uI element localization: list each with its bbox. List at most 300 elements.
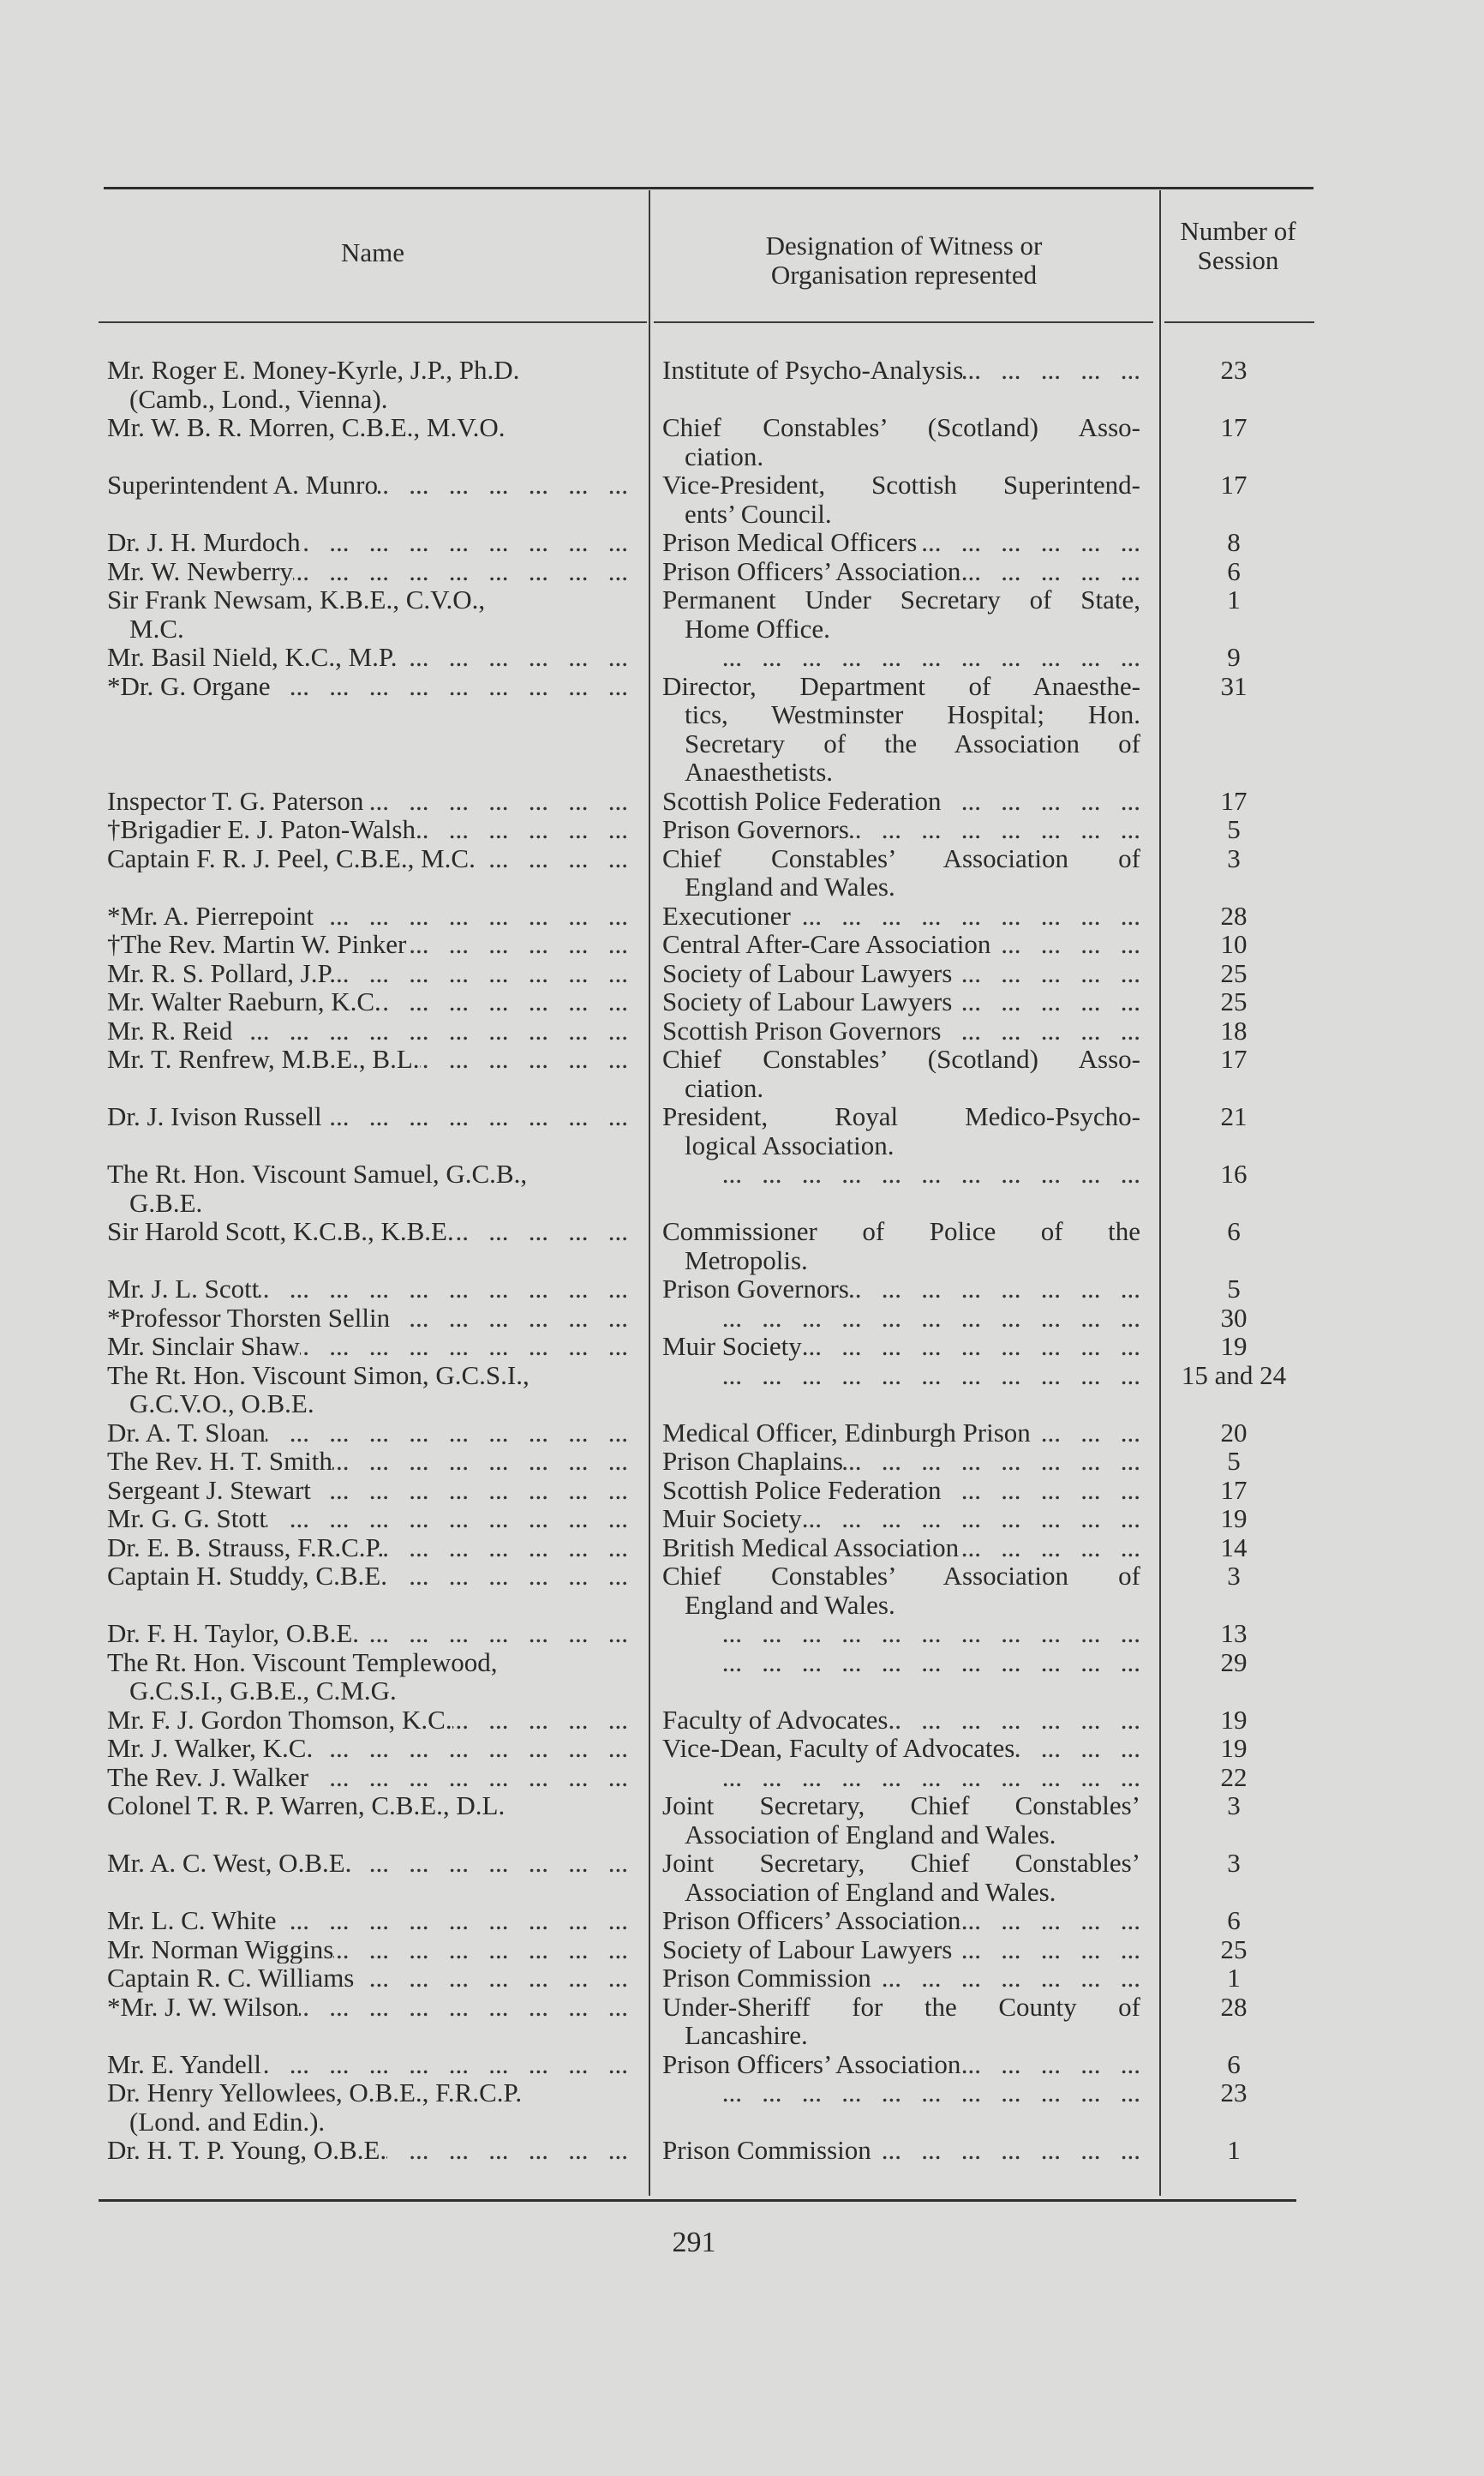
cell-designation [647,1791,1158,1849]
witness-name: The Rev. H. T. Smith [107,1447,332,1476]
witness-name: Dr. H. T. P. Young, O.B.E. [107,2136,387,2165]
witness-name: Mr. T. Renfrew, M.B.E., B.L. [107,1045,420,1074]
table-row [99,557,1311,586]
dot-leader [662,1763,1140,1792]
cell-designation [647,1993,1158,2050]
witness-name: Sergeant J. Stewart [107,1475,311,1504]
session-number: 30 [1220,1302,1248,1333]
session-number: 6 [1227,555,1241,586]
designation-text: Medical Officer, Edinburgh Prison [662,1418,1031,1447]
designation-text: Scottish Police Federation [662,786,942,815]
designation-text: Commissioner of Police of the [662,1216,1140,1246]
cell-designation [647,1734,1158,1763]
session-number: 6 [1227,2048,1241,2079]
dot-leader [314,902,628,931]
table-row [99,1734,1311,1763]
witness-name: Dr. J. Ivison Russell [107,1102,322,1131]
dot-leader [406,930,628,959]
designation-text-continued: Anaesthetists. [685,757,834,787]
cell-designation [647,528,1158,557]
witness-name: Dr. J. H. Murdoch [107,528,301,557]
header-name: Name [340,237,405,267]
cell-name [99,1016,647,1046]
witness-name: *Dr. G. Organe [107,671,271,700]
table-row [99,987,1311,1016]
cell-name [99,356,647,413]
witness-name: Colonel T. R. P. Warren, C.B.E., D.L. [107,1790,506,1820]
cell-name [99,1447,647,1476]
table-row [99,787,1311,816]
header-session [1163,217,1313,275]
dot-leader [420,1045,628,1074]
cell-designation [647,672,1158,787]
dot-leader [1031,1418,1140,1448]
table-row [99,2136,1311,2165]
designation-text-continued: Association of England and Wales. [685,1876,1056,1907]
dot-leader [662,1619,1140,1648]
dot-leader [662,1361,1140,1390]
cell-designation [647,1361,1158,1390]
dot-leader [960,2050,1140,2079]
designation-text: Permanent Under Secretary of State, [662,585,1140,615]
designation-text: Joint Secretary, Chief Constables’ [662,1790,1140,1820]
table-row [99,672,1311,787]
cell-name [99,413,647,442]
header-rule-name [99,321,647,323]
dot-leader [232,1016,628,1046]
cell-name [99,1993,647,2022]
dot-leader [960,557,1140,586]
designation-text-continued: Metropolis. [685,1244,808,1275]
session-number: 3 [1227,1790,1241,1820]
cell-name [99,1619,647,1648]
cell-name [99,815,647,844]
session-number: 19 [1220,1331,1248,1361]
dot-leader [308,1763,628,1792]
session-number: 21 [1220,1101,1248,1131]
header-designation-text: Designation of Witness or Organisation represented [765,231,1043,290]
dot-leader [387,1562,628,1591]
witness-name: *Mr. A. Pierrepoint [107,901,314,930]
designation-text: Chief Constables’ (Scotland) Asso- [662,412,1140,442]
dot-leader [386,2136,628,2165]
session-number: 25 [1220,986,1248,1016]
witness-name: Mr. W. Newberry [107,556,293,585]
dot-leader [378,471,628,500]
dot-leader [959,1533,1140,1562]
designation-text-continued: ciation. [685,1072,764,1103]
witness-name: Mr. L. C. White [107,1906,277,1935]
table-row [99,2050,1311,2079]
designation-text: Joint Secretary, Chief Constables’ [662,1848,1140,1878]
cell-designation [647,2136,1158,2165]
dot-leader [849,1274,1140,1304]
witness-name: †The Rev. Martin W. Pinker [107,930,407,959]
witness-name: Sir Harold Scott, K.C.B., K.B.E. [107,1217,454,1246]
designation-text: Muir Society [662,1332,802,1361]
dot-leader [791,902,1140,931]
session-number: 9 [1227,642,1241,672]
cell-designation [647,356,1158,385]
designation-text: Prison Commission [662,1963,871,1993]
dot-leader [322,1102,628,1131]
session-number: 5 [1227,814,1241,844]
table-row [99,815,1311,844]
cell-name [99,2050,647,2079]
designation-text: Chief Constables’ (Scotland) Asso- [662,1044,1140,1074]
session-number: 8 [1227,527,1241,557]
session-number: 17 [1220,412,1248,442]
cell-designation [647,1935,1158,1964]
table-row [99,528,1311,557]
session-number: 6 [1227,1216,1241,1246]
dot-leader [301,528,628,557]
dot-leader [300,1332,628,1361]
cell-name [99,987,647,1016]
designation-text: Prison Governors [662,1274,849,1304]
designation-text: Prison Chaplains [662,1447,843,1476]
witness-name: The Rt. Hon. Viscount Samuel, G.C.B., [107,1159,528,1189]
session-number: 25 [1220,1933,1248,1964]
table-row [99,1963,1311,1993]
cell-designation [647,1476,1158,1505]
cell-name [99,959,647,988]
table-row [99,1476,1311,1505]
cell-name [99,1849,647,1878]
dot-leader [871,2136,1140,2165]
dot-leader [276,1906,628,1935]
cell-name [99,672,647,701]
dot-leader [849,815,1140,844]
witness-name: Mr. J. L. Scott [107,1274,260,1304]
session-number: 29 [1220,1646,1248,1677]
witness-name: Captain H. Studdy, C.B.E. [107,1562,387,1591]
cell-name [99,1476,647,1505]
designation-text: Scottish Police Federation [662,1475,942,1504]
dot-leader [952,987,1140,1016]
dot-leader [332,1447,628,1476]
cell-designation [647,1619,1158,1648]
witness-name: Dr. E. B. Strauss, F.R.C.P. [107,1532,385,1562]
cell-designation [647,1217,1158,1274]
witness-name: Mr. J. Walker, K.C. [107,1734,314,1763]
designation-text: Prison Medical Officers [662,528,918,557]
designation-text-continued: Lancashire. [685,2020,808,2050]
table-row [99,1160,1311,1217]
table-row [99,1045,1311,1102]
session-number: 19 [1220,1733,1248,1763]
cell-name [99,585,647,643]
cell-designation [647,1504,1158,1533]
dot-leader [942,1016,1141,1046]
cell-designation [647,959,1158,988]
designation-text: Prison Commission [662,2136,871,2165]
dot-leader [336,959,628,988]
table-row [99,1304,1311,1333]
dot-leader [390,1304,628,1333]
designation-text: Scottish Prison Governors [662,1016,942,1045]
witness-name-continued: G.B.E. [129,1187,203,1218]
session-number: 5 [1227,1274,1241,1304]
cell-designation [647,585,1158,643]
cell-name [99,1045,647,1074]
cell-name [99,1963,647,1993]
cell-designation [647,1016,1158,1046]
witness-name: Mr. R. Reid [107,1016,233,1045]
designation-text: Director, Department of Anaesthe- [662,670,1140,701]
cell-designation [647,1418,1158,1448]
designation-text: Vice-Dean, Faculty of Advocates [662,1734,1015,1763]
header-designation [655,231,1152,290]
table-row [99,1706,1311,1735]
designation-text-continued: Association of England and Wales. [685,1819,1056,1850]
designation-text: Chief Constables’ Association of [662,1561,1140,1591]
table-row [99,1533,1311,1562]
table-row [99,844,1311,902]
witness-name: Sir Frank Newsam, K.B.E., C.V.O., [107,585,486,615]
table-row [99,1619,1311,1648]
witness-name: Mr. Roger E. Money-Kyrle, J.P., Ph.D. [107,355,520,385]
witness-name-continued: (Lond. and Edin.). [129,2106,326,2137]
designation-text-continued: Secretary of the Association of [685,728,1140,758]
session-number: 19 [1220,1503,1248,1533]
table-row [99,1791,1311,1849]
table-row [99,1418,1311,1448]
cell-designation [647,930,1158,959]
dot-leader [1014,1734,1140,1763]
dot-leader [917,528,1140,557]
designation-text: Prison Officers’ Association [662,2049,961,2078]
cell-name [99,1935,647,1964]
table-row [99,643,1311,672]
table-row [99,930,1311,959]
witness-name: Superintendent A. Munro [107,471,378,500]
witness-name-continued: G.C.S.I., G.B.E., C.M.G. [129,1676,397,1706]
cell-designation [647,1763,1158,1792]
witness-name: The Rev. J. Walker [107,1762,309,1791]
cell-designation [647,1648,1158,1677]
designation-text: Executioner [662,901,791,930]
cell-name [99,1763,647,1792]
designation-text: Prison Officers’ Association [662,556,961,585]
witness-name: Inspector T. G. Paterson [107,786,364,815]
witness-table [99,187,1311,2205]
cell-name [99,1160,647,1217]
table-body [99,356,1311,2165]
witness-name: Mr. R. S. Pollard, J.P. [107,958,337,987]
table-row [99,1217,1311,1274]
dot-leader [941,787,1140,816]
table-row [99,902,1311,931]
designation-text-continued: England and Wales. [685,872,895,902]
cell-designation [647,1332,1158,1361]
session-number: 20 [1220,1417,1248,1448]
session-number: 3 [1227,842,1241,873]
session-number: 13 [1220,1618,1248,1648]
cell-designation [647,1447,1158,1476]
witness-name: Captain F. R. J. Peel, C.B.E., M.C. [107,843,476,872]
session-number: 1 [1227,2135,1241,2165]
witness-name-continued: (Camb., Lond., Vienna). [129,383,388,414]
cell-name [99,557,647,586]
table-row [99,356,1311,413]
cell-name [99,787,647,816]
cell-designation [647,902,1158,931]
table-bottom-rule [99,2199,1296,2202]
session-number: 17 [1220,1044,1248,1074]
cell-designation [647,643,1158,672]
witness-name: Mr. Walter Raeburn, K.C. [107,987,381,1016]
dot-leader [963,356,1140,385]
table-row [99,1849,1311,1906]
dot-leader [299,1993,628,2022]
witness-name: The Rt. Hon. Viscount Templewood, [107,1646,498,1677]
table-row [99,1447,1311,1476]
witness-name: Mr. F. J. Gordon Thomson, K.C. [107,1705,452,1734]
cell-designation [647,2078,1158,2107]
session-number: 19 [1220,1704,1248,1735]
cell-name [99,2078,647,2136]
designation-text: Muir Society [662,1504,802,1533]
dot-leader [363,787,628,816]
cell-designation [647,1274,1158,1304]
session-number: 28 [1220,1991,1248,2022]
designation-text: Prison Governors [662,815,849,844]
session-number: 1 [1227,585,1241,615]
cell-name [99,1332,647,1361]
witness-name: Mr. Norman Wiggins [107,1934,334,1963]
cell-designation [647,2050,1158,2079]
session-number: 1 [1227,1963,1241,1993]
cell-designation [647,987,1158,1016]
dot-leader [843,1447,1140,1476]
dot-leader [888,1706,1140,1735]
witness-name: Mr. W. B. R. Morren, C.B.E., M.V.O. [107,412,506,442]
session-number: 6 [1227,1905,1241,1935]
session-number: 25 [1220,957,1248,988]
designation-text: Institute of Psycho-Analysis [662,356,964,385]
designation-text: British Medical Association [662,1532,960,1562]
table-row [99,1562,1311,1619]
session-number: 5 [1227,1446,1241,1476]
dot-leader [397,643,628,672]
designation-text: Faculty of Advocates [662,1705,889,1734]
session-number: 14 [1220,1532,1248,1562]
designation-text-continued: Home Office. [685,613,830,644]
designation-text-continued: ciation. [685,441,764,471]
dot-leader [802,1332,1140,1361]
cell-name [99,1361,647,1418]
table-row [99,1361,1311,1418]
header-rule-session [1164,321,1314,323]
table-row [99,1993,1311,2050]
cell-designation [647,1533,1158,1562]
dot-leader [960,1906,1140,1935]
cell-designation [647,1906,1158,1935]
session-number: 15 and 24 [1181,1359,1287,1390]
dot-leader [259,1274,628,1304]
table-row [99,1332,1311,1361]
cell-designation [647,413,1158,471]
table-row [99,2078,1311,2136]
session-number: 23 [1220,2077,1248,2107]
dot-leader [454,1217,628,1246]
dot-leader [333,1935,628,1964]
cell-designation [647,787,1158,816]
session-number: 18 [1220,1015,1248,1046]
designation-text-continued: logical Association. [685,1130,895,1160]
designation-text-continued: England and Wales. [685,1589,895,1620]
witness-name: †Brigadier E. J. Paton-Walsh [107,815,416,844]
cell-name [99,1102,647,1131]
dot-leader [662,1160,1140,1189]
witness-name-continued: M.C. [129,613,184,644]
session-number: 10 [1220,929,1248,959]
table-row [99,1274,1311,1304]
dot-leader [266,1418,628,1448]
witness-name: Mr. Basil Nield, K.C., M.P. [107,643,398,672]
header-session-text: Number of Session [1180,216,1296,275]
table-row [99,959,1311,988]
session-number: 17 [1220,785,1248,816]
dot-leader [354,1963,628,1993]
witness-name: The Rt. Hon. Viscount Simon, G.C.S.I., [107,1359,530,1390]
dot-leader [662,1304,1140,1333]
cell-name [99,1274,647,1304]
dot-leader [313,1734,628,1763]
cell-name [99,471,647,500]
dot-leader [952,1935,1140,1964]
dot-leader [311,1476,628,1505]
dot-leader [941,1476,1140,1505]
cell-name [99,1217,647,1246]
designation-text-continued: tics, Westminster Hospital; Hon. [685,699,1140,729]
dot-leader [990,930,1140,959]
dot-leader [952,959,1140,988]
witness-name: *Mr. J. W. Wilson [107,1992,299,2021]
dot-leader [452,1706,628,1735]
dot-leader [359,1619,628,1648]
cell-name [99,1734,647,1763]
table-row [99,1906,1311,1935]
dot-leader [271,672,628,701]
table-row [99,1102,1311,1160]
cell-name [99,1533,647,1562]
session-number: 16 [1220,1159,1248,1189]
table-row [99,1763,1311,1792]
dot-leader [662,1648,1140,1677]
designation-text-continued: ents’ Council. [685,498,832,529]
table-row [99,471,1311,528]
page-number: 291 [672,2227,716,2258]
cell-name [99,1906,647,1935]
session-number: 23 [1220,355,1248,385]
dot-leader [381,987,628,1016]
dot-leader [293,557,628,586]
dot-leader [662,2078,1140,2107]
cell-designation [647,471,1158,528]
cell-name [99,1706,647,1735]
designation-text: Prison Officers’ Association [662,1906,961,1935]
table-row [99,1504,1311,1533]
cell-name [99,1562,647,1591]
cell-name [99,1648,647,1706]
table-row [99,1648,1311,1706]
dot-leader [351,1849,628,1878]
dot-leader [871,1963,1140,1993]
cell-designation [647,1304,1158,1333]
session-number: 17 [1220,1474,1248,1505]
